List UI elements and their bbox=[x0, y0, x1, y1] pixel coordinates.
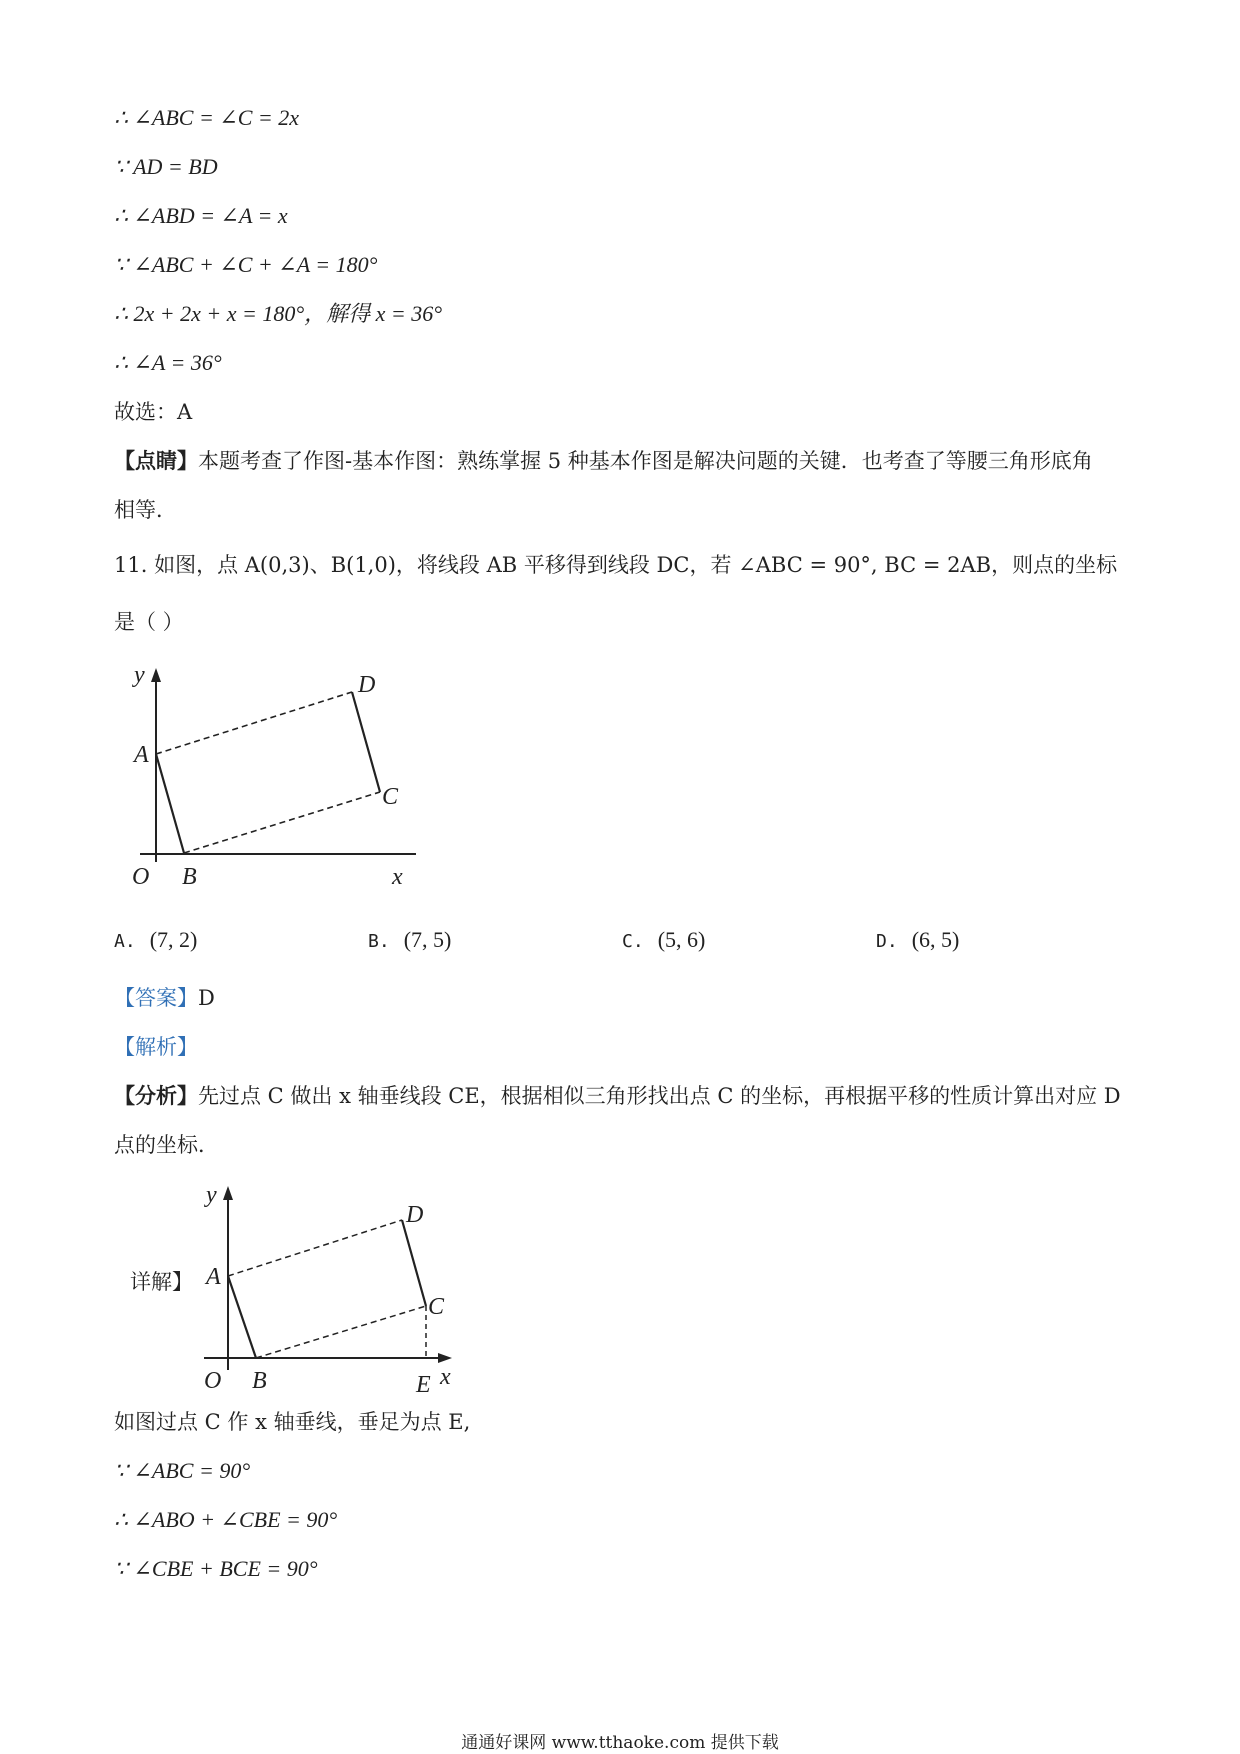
option-a: A. (7, 2) bbox=[114, 927, 198, 952]
label-b: B bbox=[182, 864, 197, 890]
y-axis-arrow bbox=[151, 668, 161, 682]
dianjing-paragraph-cont: 相等． bbox=[114, 498, 177, 522]
proof-line-2: ∵ AD = BD bbox=[114, 154, 218, 179]
label-c: C bbox=[382, 784, 399, 810]
solution-figure bbox=[190, 1180, 470, 1400]
dianjing-text: 本题考查了作图-基本作图：熟练掌握 5 种基本作图是解决问题的关键．也考查了等腰三角形底角 bbox=[198, 449, 1093, 473]
label-d: D bbox=[358, 672, 376, 698]
segment-dc bbox=[352, 692, 380, 792]
answer-value: D bbox=[198, 986, 215, 1010]
question-figure bbox=[120, 662, 420, 902]
analysis-label: 【解析】 bbox=[114, 1035, 198, 1059]
dianjing-paragraph bbox=[114, 447, 1093, 475]
answer-line bbox=[114, 984, 215, 1012]
question-text-cont: 是（ ） bbox=[114, 610, 184, 634]
choice-line: 故选：A bbox=[114, 400, 193, 424]
question-text: 11. 如图，点 A(0,3)、B(1,0)，将线段 AB 平移得到线段 DC，若 ∠ABC = 90°, BC = 2AB，则点的坐标 bbox=[114, 553, 1118, 577]
solution-line-1: 如图过点 C 作 x 轴垂线，垂足为点 E, bbox=[114, 1410, 471, 1434]
option-b: B. (7, 5) bbox=[368, 927, 452, 952]
label-b: B bbox=[252, 1368, 267, 1394]
label-a: A bbox=[206, 1264, 221, 1290]
segment-dc bbox=[402, 1220, 426, 1306]
proof-line-6: ∴ ∠A = 36° bbox=[114, 350, 222, 375]
label-c: C bbox=[428, 1294, 445, 1320]
proof-line-3: ∴ ∠ABD = ∠A = x bbox=[114, 203, 288, 228]
solution-line-2: ∵ ∠ABC = 90° bbox=[114, 1458, 251, 1483]
fenxi-text: 先过点 C 做出 x 轴垂线段 CE，根据相似三角形找出点 C 的坐标，再根据平移的性质计算出对应 D bbox=[198, 1084, 1121, 1108]
segment-ad bbox=[228, 1220, 402, 1276]
label-e: E bbox=[416, 1372, 431, 1398]
page-footer: 通通好课网 www.tthaoke.com 提供下载 bbox=[461, 1733, 779, 1753]
label-y: y bbox=[134, 662, 145, 688]
label-y: y bbox=[206, 1182, 217, 1208]
segment-bc bbox=[256, 1306, 426, 1358]
y-axis-arrow bbox=[223, 1186, 233, 1200]
solution-line-3: ∴ ∠ABO + ∠CBE = 90° bbox=[114, 1507, 338, 1532]
fenxi-paragraph bbox=[114, 1082, 1121, 1110]
segment-ad bbox=[156, 692, 352, 754]
segment-ab bbox=[228, 1276, 256, 1358]
proof-line-1: ∴ ∠ABC = ∠C = 2x bbox=[114, 105, 300, 130]
segment-bc bbox=[184, 792, 380, 853]
answer-label: 【答案】 bbox=[114, 986, 198, 1010]
fenxi-label: 【分析】 bbox=[114, 1083, 198, 1108]
option-d: D. (6, 5) bbox=[876, 927, 960, 952]
x-axis-arrow bbox=[438, 1353, 452, 1363]
proof-line-5: ∴ 2x + 2x + x = 180°，解得 x = 36° bbox=[114, 301, 443, 326]
solution-line-4: ∵ ∠CBE + BCE = 90° bbox=[114, 1556, 318, 1581]
dianjing-label: 【点睛】 bbox=[114, 448, 198, 473]
label-o: O bbox=[204, 1368, 222, 1394]
option-c: C. (5, 6) bbox=[622, 927, 706, 952]
label-d: D bbox=[406, 1202, 424, 1228]
proof-line-4: ∵ ∠ABC + ∠C + ∠A = 180° bbox=[114, 252, 378, 277]
label-o: O bbox=[132, 864, 150, 890]
label-a: A bbox=[134, 742, 149, 768]
detail-label: 详解】 bbox=[130, 1270, 193, 1294]
fenxi-paragraph-cont: 点的坐标． bbox=[114, 1133, 219, 1157]
label-x: x bbox=[392, 864, 403, 890]
segment-ab bbox=[156, 754, 184, 853]
label-x: x bbox=[440, 1364, 451, 1390]
